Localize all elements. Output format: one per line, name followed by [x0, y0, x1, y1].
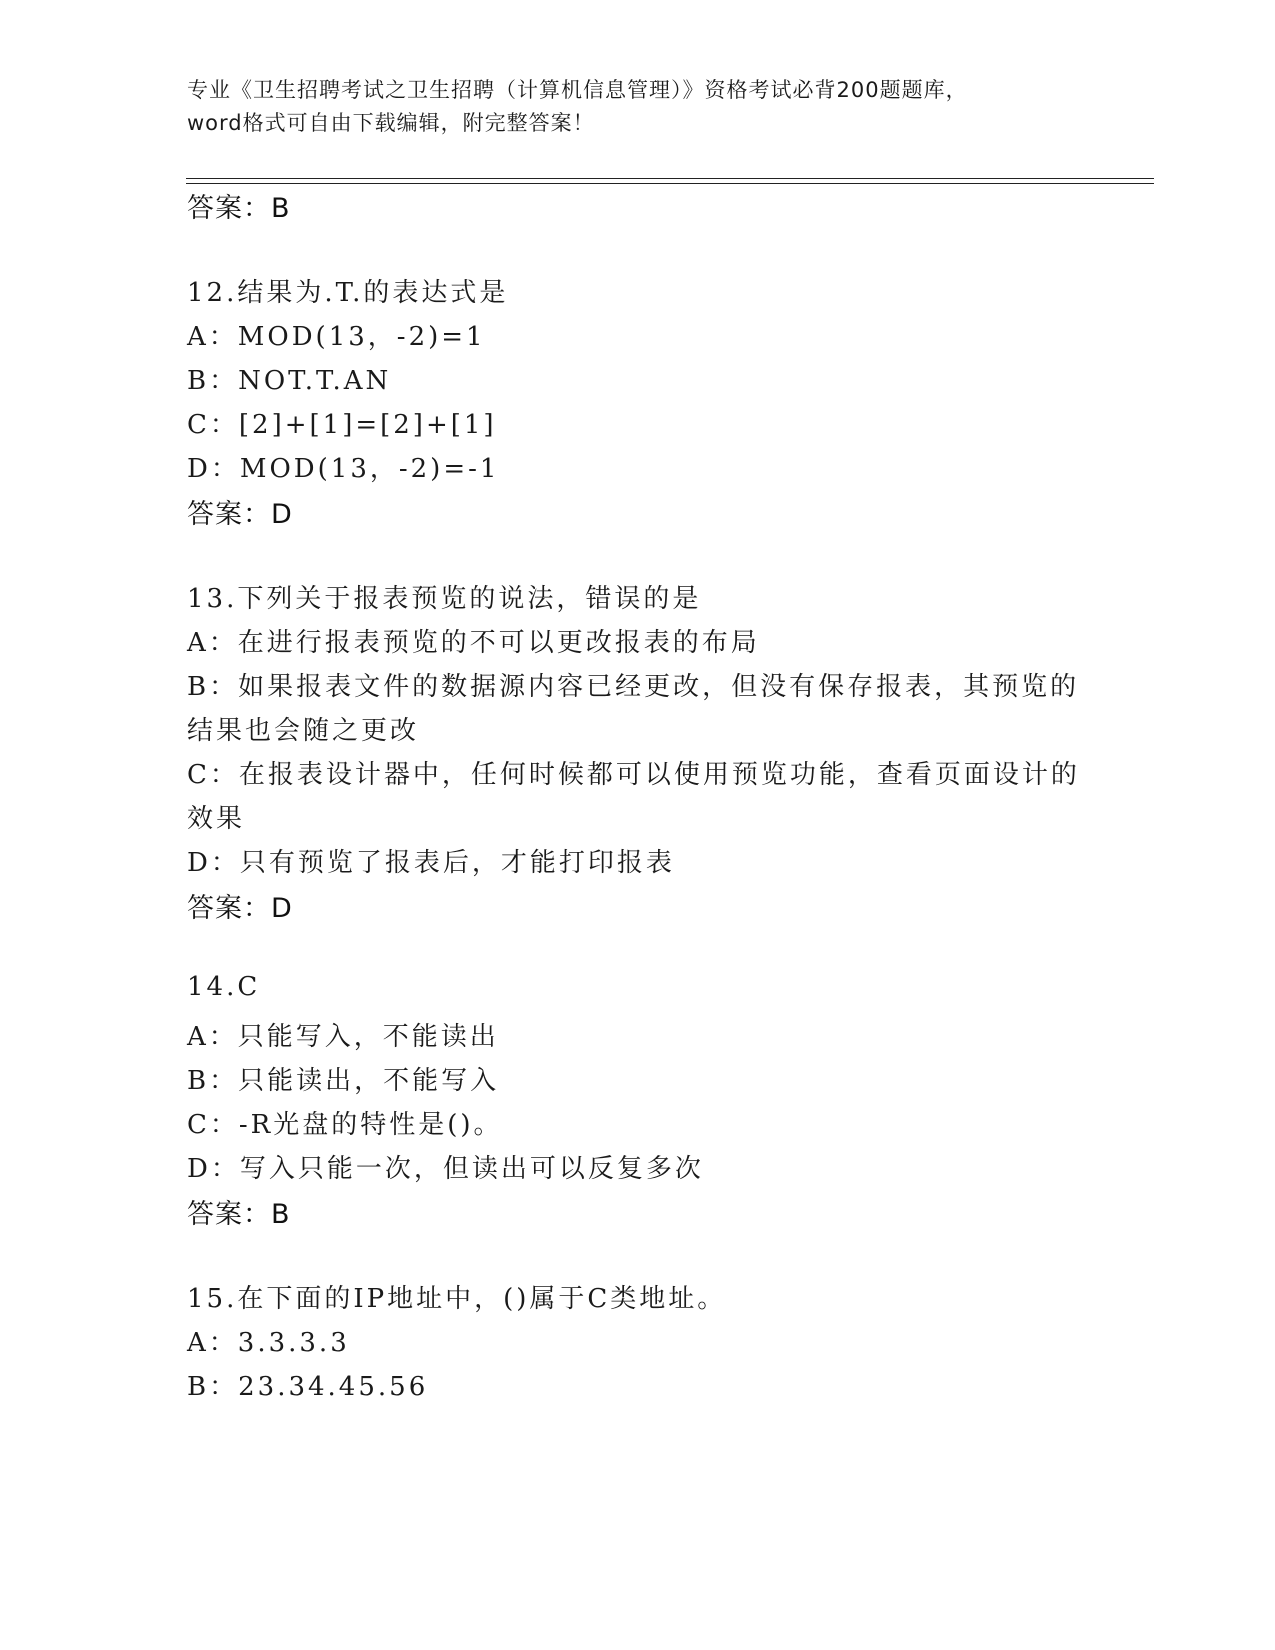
answer-line: 答案：B [187, 193, 291, 224]
option-c: C：-R光盘的特性是()。 [187, 1110, 503, 1140]
option-b: B：23.34.45.56 [187, 1372, 429, 1402]
answer-line: 答案：B [187, 1199, 291, 1230]
question-stem: 12.结果为.T.的表达式是 [187, 278, 509, 308]
header-line-1: 专业《卫生招聘考试之卫生招聘（计算机信息管理）》资格考试必背200题题库， [187, 78, 968, 102]
option-d: D：只有预览了报表后，才能打印报表 [187, 848, 675, 878]
option-a: A：MOD(13，-2)=1 [187, 322, 486, 352]
option-b-continued: 结果也会随之更改 [187, 716, 420, 746]
option-d: D：MOD(13，-2)=-1 [187, 454, 500, 484]
option-b: B：只能读出，不能写入 [187, 1066, 500, 1096]
option-a: A：只能写入，不能读出 [187, 1022, 499, 1052]
option-a: A：在进行报表预览的不可以更改报表的布局 [187, 628, 760, 658]
question-stem: 14.C [187, 972, 261, 1002]
option-a: A：3.3.3.3 [187, 1328, 350, 1358]
document-header [187, 74, 1087, 140]
question-stem: 13.下列关于报表预览的说法，错误的是 [187, 584, 702, 614]
header-divider-bottom [186, 183, 1154, 184]
option-c-continued: 效果 [187, 804, 246, 834]
header-divider-top [186, 178, 1154, 179]
answer-line: 答案：D [187, 499, 293, 530]
header-line-2: word格式可自由下载编辑，附完整答案！ [187, 111, 595, 135]
question-stem: 15.在下面的IP地址中，()属于C类地址。 [187, 1284, 727, 1314]
option-b: B：NOT.T.AN [187, 366, 392, 396]
option-b: B：如果报表文件的数据源内容已经更改，但没有保存报表，其预览的 [187, 672, 1080, 702]
answer-line: 答案：D [187, 893, 293, 924]
option-c: C：在报表设计器中，任何时候都可以使用预览功能，查看页面设计的 [187, 760, 1080, 790]
option-d: D：写入只能一次，但读出可以反复多次 [187, 1154, 704, 1184]
option-c: C：[2]+[1]=[2]+[1] [187, 410, 497, 440]
